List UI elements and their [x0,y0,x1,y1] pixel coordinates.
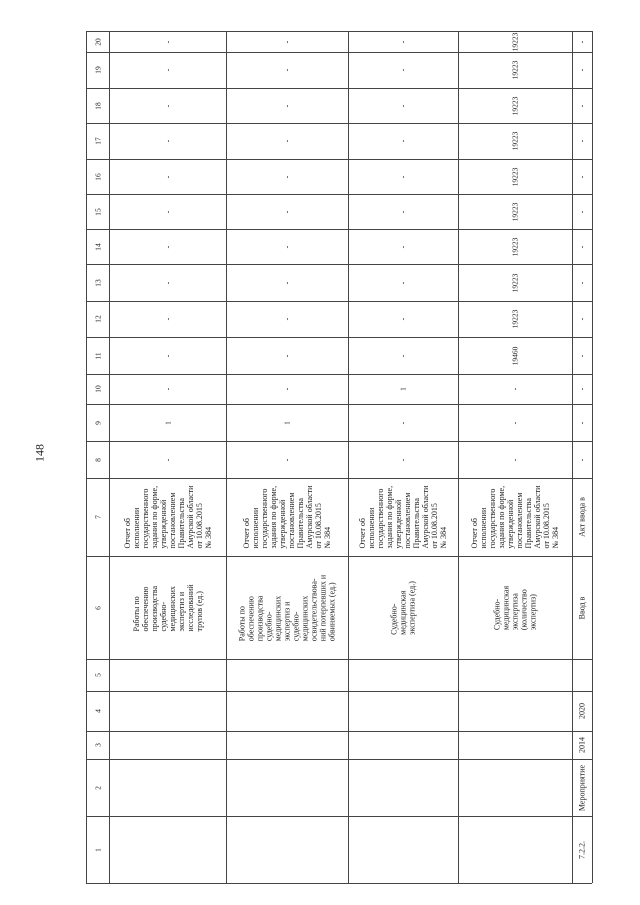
column-number-cell [86,229,109,264]
column-number-cell [86,404,109,441]
column-number: 13 [93,278,102,287]
work-description: Судебно- медицинская экспертиза (ед.) [389,580,417,635]
dash-value-cell [348,194,458,229]
dash-value: - [398,281,408,284]
dash-value-cell [109,441,226,478]
column-number: 4 [93,709,102,713]
value-cell [458,301,572,337]
dash-value-cell [226,229,348,264]
dash-value-cell [109,31,226,52]
dash-value-cell [109,194,226,229]
work-description: Судебно- медицинская экспертиза (количество экспертиз) [492,585,538,630]
dash-value-cell [458,441,572,478]
year-start: 2014 [577,737,587,753]
dash-value-cell [109,123,226,159]
column-number-cell [86,194,109,229]
dash-value: - [577,245,587,248]
value-cell [458,52,572,88]
column-number: 12 [93,315,102,323]
dash-value: - [577,281,587,284]
column-number-cell [86,691,109,731]
dash-value: - [163,175,172,178]
year-end-cell [572,691,592,731]
work-description-cell [348,556,458,659]
dash-value-cell [226,31,348,52]
column-number-cell [86,123,109,159]
dash-value-cell [572,337,592,374]
value: 19223 [510,131,520,151]
dash-value-cell [226,88,348,123]
dash-value: - [398,317,408,321]
table-row-line [86,659,592,660]
dash-value-cell [109,52,226,88]
dash-value-cell [226,301,348,337]
dash-value: - [577,458,587,461]
row-report: Акт ввода в [577,497,587,537]
column-number-cell [86,759,109,816]
row-work-cell [572,556,592,659]
dash-value-cell [348,264,458,301]
work-description-cell [226,556,348,659]
dash-value: - [163,317,172,321]
value: 19223 [510,309,520,329]
column-number-cell [86,478,109,556]
dash-value: - [398,245,408,248]
dash-value: - [163,354,172,357]
column-number: 15 [93,207,102,216]
dash-value: - [163,458,172,461]
dash-value: - [577,139,587,143]
dash-value: - [577,354,587,357]
table-column-line [592,31,593,883]
dash-value-cell [348,52,458,88]
column-number-cell [86,264,109,301]
dash-value-cell [109,337,226,374]
dash-value: - [398,68,408,72]
row-index-cell [572,816,592,883]
dash-value-cell [226,194,348,229]
table-row-line [86,691,592,692]
value: 1 [163,420,172,425]
column-number: 7 [93,515,102,519]
value-cell [458,31,572,52]
table-row-line [86,731,592,732]
column-number: 19 [93,66,102,74]
value: 19223 [510,273,520,292]
value: 19460 [510,346,520,365]
dash-value: - [163,104,172,107]
report-form-cell [348,478,458,556]
dash-value-cell [348,123,458,159]
value: 19223 [510,237,520,256]
value-cell [348,374,458,404]
dash-value-cell [348,441,458,478]
dash-value: - [510,421,520,424]
row-name: Мероприятие [577,764,587,811]
column-number: 18 [93,101,102,110]
column-number: 3 [93,743,102,747]
row-index: 7.2.2. [577,840,587,859]
dash-value: - [282,68,292,72]
value-cell [458,194,572,229]
dash-value: - [510,458,520,461]
dash-value-cell [226,441,348,478]
dash-value-cell [348,404,458,441]
value: 1 [282,420,292,425]
dash-value-cell [226,52,348,88]
dash-value-cell [226,123,348,159]
dash-value: - [282,104,292,107]
column-number: 8 [93,457,102,462]
dash-value: - [282,210,292,213]
column-number: 1 [93,847,102,852]
dash-value-cell [226,264,348,301]
dash-value: - [398,421,408,424]
column-number: 17 [93,137,102,145]
dash-value-cell [348,301,458,337]
dash-value: - [577,210,587,213]
column-number-cell [86,159,109,194]
dash-value: - [398,175,408,178]
row-work: Ввод в [577,596,587,619]
column-number: 16 [93,172,102,181]
dash-value-cell [572,159,592,194]
value: 19223 [510,96,520,115]
column-number-cell [86,337,109,374]
report-form: Отчет об исполнении государственного задания по форме, утвержденной постановлением Правительства Амурской области от 10.08.2015 № 384 [470,485,560,549]
dash-value-cell [572,52,592,88]
value: 19223 [510,32,520,51]
dash-value: - [282,317,292,321]
dash-value-cell [572,229,592,264]
value-cell [109,404,226,441]
column-number-cell [86,731,109,759]
year-start-cell [572,731,592,759]
work-description-cell [458,556,572,659]
report-form-cell [109,478,226,556]
dash-value-cell [458,404,572,441]
column-number-cell [86,441,109,478]
dash-value-cell [226,337,348,374]
dash-value: - [398,210,408,213]
dash-value: - [577,104,587,107]
column-number: 10 [93,385,102,393]
column-number-cell [86,374,109,404]
dash-value: - [163,210,172,213]
value: 19223 [510,202,520,221]
column-number: 6 [93,605,102,610]
dash-value: - [398,458,408,461]
dash-value-cell [572,404,592,441]
report-form: Отчет об исполнении государственного задания по форме, утвержденной постановлением Правительства Амурской области от 10.08.2015 № 384 [122,485,213,549]
dash-value-cell [458,374,572,404]
table-row-line [86,759,592,760]
dash-value: - [163,245,172,248]
dash-value-cell [572,31,592,52]
dash-value: - [282,458,292,461]
work-description-cell [109,556,226,659]
table-row-line [86,883,592,884]
dash-value-cell [572,123,592,159]
value: 1 [398,387,408,391]
report-form-cell [226,478,348,556]
column-number-cell [86,816,109,883]
column-number-cell [86,88,109,123]
year-end: 2020 [577,703,587,719]
dash-value-cell [348,229,458,264]
value-cell [458,264,572,301]
dash-value: - [282,354,292,357]
dash-value: - [282,139,292,143]
dash-value: - [398,40,408,43]
dash-value: - [282,387,292,391]
dash-value: - [282,175,292,178]
column-number: 5 [93,673,102,677]
column-number-cell [86,52,109,88]
dash-value: - [163,387,172,391]
report-form: Отчет об исполнении государственного задания по форме, утвержденной постановлением Правительства Амурской области от 10.08.2015 № 384 [358,485,448,549]
column-number-cell [86,659,109,691]
dash-value: - [163,139,172,143]
dash-value: - [577,40,587,43]
value-cell [458,88,572,123]
page-number: 148 [32,444,47,462]
dash-value-cell [109,229,226,264]
dash-value-cell [348,159,458,194]
dash-value-cell [109,88,226,123]
dash-value: - [282,40,292,43]
report-form: Отчет об исполнении государственного задания по форме, утвержденной постановлением Правительства Амурской области от 10.08.2015 № 384 [242,485,332,549]
value-cell [458,123,572,159]
dash-value-cell [572,441,592,478]
dash-value: - [163,281,172,284]
value-cell [226,404,348,441]
dash-value: - [163,40,172,43]
work-description: Работы по обеспечению производства судебно- медицинских экспертиз и судебно- медицинских освидетельствова- ний потерпевших и обвиняемых (ед.) [237,574,337,641]
dash-value-cell [226,159,348,194]
table-row-line [86,816,592,817]
column-number: 11 [93,351,102,360]
column-number: 20 [93,37,102,46]
dash-value: - [282,245,292,248]
dash-value: - [577,387,587,391]
dash-value-cell [572,374,592,404]
dash-value: - [163,68,172,72]
dash-value: - [282,281,292,284]
rotated-table [86,31,592,883]
dash-value-cell [109,374,226,404]
dash-value: - [398,139,408,143]
work-description: Работы по обеспечению производства судебно- медицинских экспертиз и исследований трупов (ед.) [131,584,204,631]
dash-value: - [577,317,587,321]
column-number-cell [86,301,109,337]
value: 19223 [510,60,520,80]
dash-value: - [510,387,520,391]
value-cell [458,337,572,374]
dash-value: - [398,104,408,107]
dash-value-cell [226,374,348,404]
value: 19223 [510,167,520,186]
dash-value-cell [348,88,458,123]
column-number-cell [86,556,109,659]
column-number: 14 [93,242,102,251]
dash-value-cell [348,31,458,52]
value-cell [458,159,572,194]
dash-value-cell [348,337,458,374]
row-report-cell [572,478,592,556]
dash-value: - [577,175,587,178]
dash-value-cell [109,301,226,337]
dash-value: - [577,68,587,72]
dash-value-cell [109,264,226,301]
dash-value-cell [109,159,226,194]
dash-value-cell [572,264,592,301]
dash-value: - [577,421,587,424]
column-number-cell [86,31,109,52]
row-name-cell [572,759,592,816]
column-number: 9 [93,420,102,425]
value-cell [458,229,572,264]
dash-value-cell [572,301,592,337]
dash-value: - [398,354,408,357]
column-number: 2 [93,785,102,790]
dash-value-cell [572,194,592,229]
report-form-cell [458,478,572,556]
dash-value-cell [572,88,592,123]
